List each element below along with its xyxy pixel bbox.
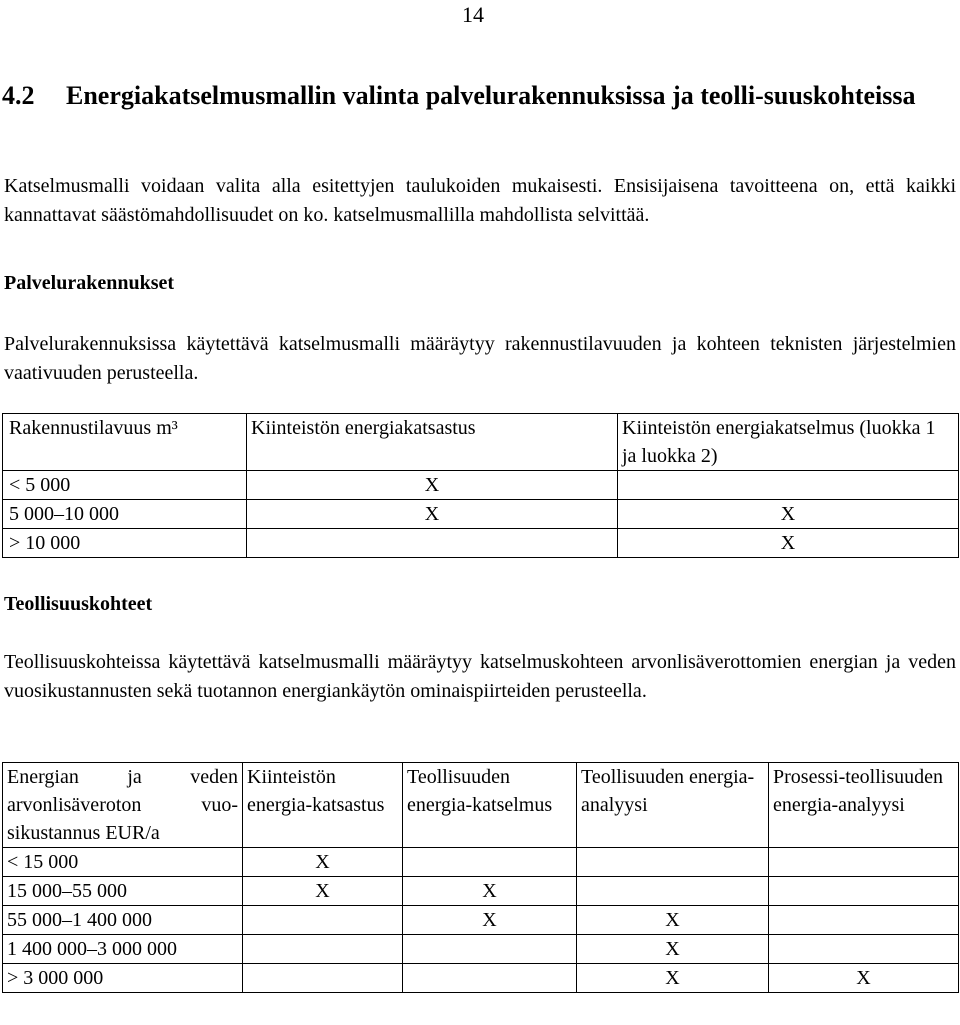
table-cell xyxy=(403,848,577,877)
table-row xyxy=(3,529,959,558)
table-cell: X xyxy=(618,529,959,558)
column-header: Energian ja veden arvonlisäveroton vuo-sikustannus EUR/a xyxy=(3,763,243,848)
table-cell: 55 000–1 400 000 xyxy=(3,906,243,935)
table-row xyxy=(3,906,959,935)
table-cell xyxy=(403,935,577,964)
table-cell: X xyxy=(577,906,769,935)
table-cell xyxy=(577,848,769,877)
column-header: Kiinteistön energiakatselmus (luokka 1 ja luokka 2) xyxy=(618,414,959,471)
table-cell: X xyxy=(403,906,577,935)
table-cell xyxy=(769,848,959,877)
table-cell: < 5 000 xyxy=(3,471,247,500)
table-cell xyxy=(577,877,769,906)
column-header: Prosessi-teollisuuden energia-analyysi xyxy=(769,763,959,848)
teollisuus-heading: Teollisuuskohteet xyxy=(4,593,153,615)
table-cell xyxy=(769,935,959,964)
table-row xyxy=(3,848,959,877)
table-cell: > 10 000 xyxy=(3,529,247,558)
teollisuus-paragraph: Teollisuuskohteissa käytettävä katselmusmalli määräytyy katselmuskohteen arvonlisäverottomien energian ja veden vuosikustannusten sekä tuotannon energiankäytön ominaispiirteiden perusteella. xyxy=(4,651,956,702)
table-cell: X xyxy=(577,964,769,993)
teollisuus-table xyxy=(2,762,959,993)
table-cell xyxy=(618,471,959,500)
table-cell: X xyxy=(618,500,959,529)
table-header-row xyxy=(3,763,959,848)
section-title: Energiakatselmusmallin valinta palvelurakennuksissa ja teolli-suuskohteissa xyxy=(66,81,916,110)
intro-paragraph: Katselmusmalli voidaan valita alla esitettyjen taulukoiden mukaisesti. Ensisijaisena tavoitteena on, että kaikki kannattavat säästömahdollisuudet on ko. katselmusmallilla mahdollista selvittää. xyxy=(4,175,956,226)
table-cell: 1 400 000–3 000 000 xyxy=(3,935,243,964)
table-cell: X xyxy=(577,935,769,964)
table-cell: X xyxy=(403,877,577,906)
table-cell xyxy=(243,935,403,964)
palvelu-heading: Palvelurakennukset xyxy=(4,272,175,294)
palvelu-paragraph: Palvelurakennuksissa käytettävä katselmusmalli määräytyy rakennustilavuuden ja kohteen teknisten järjestelmien vaativuuden perusteella. xyxy=(4,333,956,384)
section-number: 4.2 xyxy=(2,81,35,110)
table-cell xyxy=(403,964,577,993)
table-cell: 5 000–10 000 xyxy=(3,500,247,529)
column-header: Teollisuuden energia-analyysi xyxy=(577,763,769,848)
column-header: Kiinteistön energiakatsastus xyxy=(247,414,618,471)
page-number: 14 xyxy=(462,2,484,27)
table-cell: X xyxy=(247,471,618,500)
table-row xyxy=(3,935,959,964)
column-header: Kiinteistön energia-katsastus xyxy=(243,763,403,848)
table-header-row xyxy=(3,414,959,471)
column-header: Rakennustilavuus m³ xyxy=(3,414,247,471)
table-row xyxy=(3,877,959,906)
table-row xyxy=(3,471,959,500)
table-cell: 15 000–55 000 xyxy=(3,877,243,906)
table-row xyxy=(3,964,959,993)
table-cell: X xyxy=(769,964,959,993)
table-cell: > 3 000 000 xyxy=(3,964,243,993)
table-cell: < 15 000 xyxy=(3,848,243,877)
palvelu-table xyxy=(2,413,959,558)
table-cell xyxy=(769,877,959,906)
table-cell xyxy=(247,529,618,558)
table-cell xyxy=(769,906,959,935)
table-cell xyxy=(243,964,403,993)
table-cell: X xyxy=(243,848,403,877)
table-cell: X xyxy=(247,500,618,529)
section-heading xyxy=(2,78,957,113)
table-cell: X xyxy=(243,877,403,906)
table-row xyxy=(3,500,959,529)
table-cell xyxy=(243,906,403,935)
column-header: Teollisuuden energia-katselmus xyxy=(403,763,577,848)
